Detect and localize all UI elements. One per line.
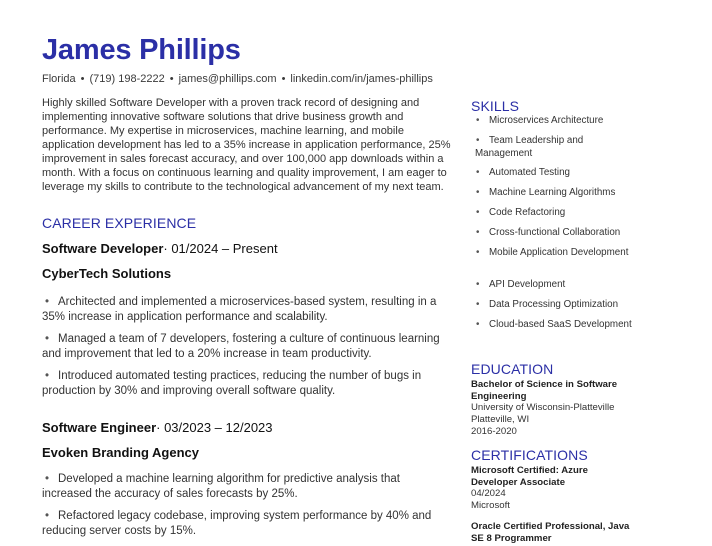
skill-label: Automated Testing <box>489 167 570 178</box>
skill-label: Data Processing Optimization <box>489 299 619 310</box>
skill-label: Cross-functional Collaboration <box>489 227 621 238</box>
experience-bullet <box>42 332 452 362</box>
experience-bullet <box>42 295 452 325</box>
experience-bullet <box>42 509 452 539</box>
bullet-text: Introduced automated testing practices, reducing the number of bugs in production by 30% and improving overall software quality. <box>42 370 422 397</box>
job-dates: · 03/2023 – 12/2023 <box>156 420 273 435</box>
bullet-icon: • <box>476 247 480 258</box>
skill-label: Code Refactoring <box>489 207 566 218</box>
bullet-icon: • <box>476 279 480 290</box>
bullet-text: Refactored legacy codebase, improving system performance by 40% and reducing server costs by 15%. <box>42 510 432 537</box>
job-title-text: Software Engineer <box>42 420 157 435</box>
linkedin-link[interactable]: linkedin.com/in/james-phillips <box>290 73 433 85</box>
location: Florida <box>42 73 76 85</box>
phone: (719) 198-2222 <box>89 73 165 85</box>
certification-issuer: Microsoft <box>471 500 510 511</box>
skill-item <box>475 167 635 180</box>
certification-date: 04/2024 <box>471 488 506 499</box>
skill-item <box>475 247 635 260</box>
certification-name: Microsoft Certified: Azure Developer Associate <box>471 465 588 488</box>
candidate-name: James Phillips <box>42 34 241 66</box>
bullet-icon: • <box>476 207 480 218</box>
skill-item <box>475 319 635 332</box>
skill-label: Team Leadership and Management <box>475 135 584 159</box>
bullet-text: Architected and implemented a microservices-based system, resulting in a 35% increase in application performance and scalability. <box>42 296 437 323</box>
skill-item <box>475 279 635 292</box>
bullet-text: Managed a team of 7 developers, fostering a culture of continuous learning and improvement that led to a 20% increase in team productivity. <box>42 333 440 360</box>
skill-label: Machine Learning Algorithms <box>489 187 616 198</box>
company-name: Evoken Branding Agency <box>42 445 199 460</box>
skill-item <box>475 227 635 240</box>
section-heading-experience: CAREER EXPERIENCE <box>42 215 197 231</box>
separator: • <box>80 73 85 85</box>
skill-label: Mobile Application Development <box>489 247 629 258</box>
experience-bullet <box>42 472 452 502</box>
email-link[interactable]: james@phillips.com <box>178 73 277 85</box>
section-heading-education: EDUCATION <box>471 361 554 377</box>
bullet-icon: • <box>45 473 50 485</box>
education-years: 2016-2020 <box>471 426 517 437</box>
skill-item <box>475 187 635 200</box>
bullet-text: Developed a machine learning algorithm for predictive analysis that increased the accuracy of sales forecasts by 25%. <box>42 473 400 500</box>
bullet-icon: • <box>476 299 480 310</box>
bullet-icon: • <box>476 187 480 198</box>
bullet-icon: • <box>476 135 480 146</box>
skill-item <box>475 135 635 160</box>
certification-name: Oracle Certified Professional, Java SE 8 Programmer <box>471 521 630 544</box>
job-title <box>42 420 454 435</box>
job-title-text: Software Developer <box>42 241 164 256</box>
bullet-icon: • <box>45 296 50 308</box>
bullet-icon: • <box>476 227 480 238</box>
separator: • <box>169 73 174 85</box>
degree: Bachelor of Science in Software Engineering <box>471 379 618 402</box>
skill-label: API Development <box>489 279 566 290</box>
bullet-icon: • <box>476 319 480 330</box>
bullet-icon: • <box>45 333 50 345</box>
experience-bullet <box>42 369 452 399</box>
skill-label: Cloud-based SaaS Development <box>489 319 632 330</box>
bullet-icon: • <box>45 510 50 522</box>
bullet-icon: • <box>476 115 480 126</box>
skill-item <box>475 115 635 128</box>
skill-item <box>475 299 635 312</box>
school-name: University of Wisconsin-Platteville <box>471 402 615 413</box>
professional-summary: Highly skilled Software Developer with a proven track record of designing and implementing innovative software solutions that drive business growth and performance. My expertise in microservices, machine learning, and mobile application development has led to a 35% increase in application performance, 25% improvement in sales forecast accuracy, and over 100,000 app downloads within a month. With a focus on continuous learning and quality improvement, I am eager to leverage my skills to contribute to the technological advancement of my next team. <box>42 97 451 193</box>
separator: • <box>281 73 286 85</box>
school-location: Platteville, WI <box>471 414 530 425</box>
bullet-icon: • <box>476 167 480 178</box>
bullet-icon: • <box>45 370 50 382</box>
section-heading-certifications: CERTIFICATIONS <box>471 447 588 463</box>
company-name: CyberTech Solutions <box>42 266 172 281</box>
section-heading-skills: SKILLS <box>471 98 520 114</box>
skill-label: Microservices Architecture <box>489 115 604 126</box>
contact-line <box>42 73 433 85</box>
job-title <box>42 241 454 256</box>
skill-item <box>475 207 635 220</box>
job-dates: · 01/2024 – Present <box>163 241 278 256</box>
